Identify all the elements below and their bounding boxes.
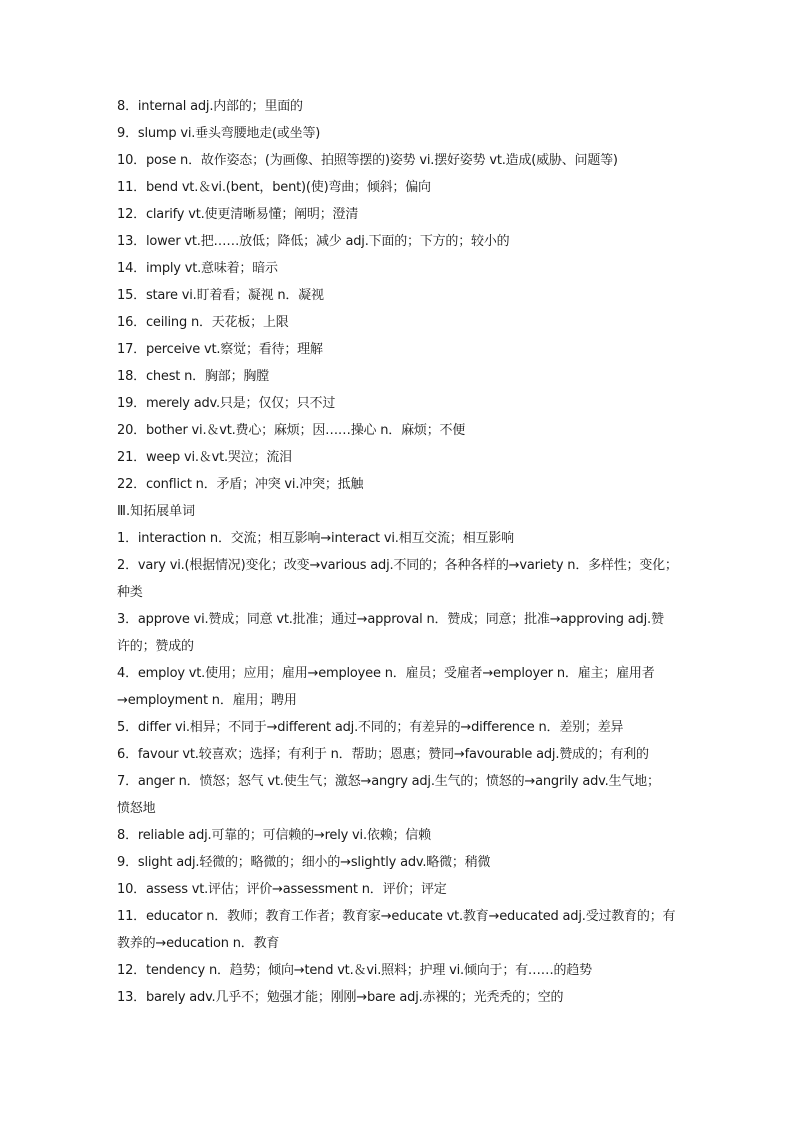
vocab-line-16: 16．ceiling n．天花板；上限 [117, 315, 289, 330]
extended-line: 1．interaction n．交流；相互影响→interact vi.相互交流；相互影响 [117, 531, 514, 546]
vocab-line-11: 11．bend vt.＆vi.(bent，bent)(使)弯曲；倾斜；偏向 [117, 180, 431, 195]
extended-line: 种类 [117, 585, 143, 600]
vocab-line-8: 8．internal adj.内部的；里面的 [117, 99, 303, 114]
extended-line: →employment n．雇用；聘用 [117, 693, 297, 708]
vocab-line-15: 15．stare vi.盯着看；凝视 n．凝视 [117, 288, 324, 303]
vocab-line-22: 22．conflict n．矛盾；冲突 vi.冲突；抵触 [117, 477, 364, 492]
extended-line: 7．anger n．愤怒；怒气 vt.使生气；激怒→angry adj.生气的；愤怒的→angrily adv.生气地； [117, 774, 660, 789]
extended-line: 4．employ vt.使用；应用；雇用→employee n．雇员；受雇者→employer n．雇主；雇用者 [117, 666, 655, 681]
extended-line: 6．favour vt.较喜欢；选择；有利于 n．帮助；恩惠；赞同→favourable adj.赞成的；有利的 [117, 747, 649, 762]
vocab-line-12: 12．clarify vt.使更清晰易懂；阐明；澄清 [117, 207, 359, 222]
extended-line: 3．approve vi.赞成；同意 vt.批准；通过→approval n．赞成；同意；批准→approving adj.赞 [117, 612, 664, 627]
extended-line: 12．tendency n．趋势；倾向→tend vt.＆vi.照料；护理 vi.倾向于；有……的趋势 [117, 963, 592, 978]
extended-line: 8．reliable adj.可靠的；可信赖的→rely vi.依赖；信赖 [117, 828, 431, 843]
vocab-line-10: 10．pose n．故作姿态；(为画像、拍照等摆的)姿势 vi.摆好姿势 vt.造成(威胁、问题等) [117, 153, 618, 168]
vocab-line-19: 19．merely adv.只是；仅仅；只不过 [117, 396, 336, 411]
document-body [117, 93, 682, 1011]
extended-line: 9．slight adj.轻微的；略微的；细小的→slightly adv.略微；稍微 [117, 855, 491, 870]
section-heading: Ⅲ.知拓展单词 [117, 504, 196, 519]
vocab-line-20: 20．bother vi.＆vt.费心；麻烦；因……操心 n．麻烦；不便 [117, 423, 466, 438]
extended-line: 5．differ vi.相异；不同于→different adj.不同的；有差异的→difference n．差别；差异 [117, 720, 624, 735]
extended-line: 11．educator n．教师；教育工作者；教育家→educate vt.教育→educated adj.受过教育的；有 [117, 909, 676, 924]
extended-line: 愤怒地 [117, 801, 156, 816]
vocab-line-17: 17．perceive vt.察觉；看待；理解 [117, 342, 323, 357]
vocab-line-14: 14．imply vt.意味着；暗示 [117, 261, 278, 276]
extended-line: 13．barely adv.几乎不；勉强才能；刚刚→bare adj.赤裸的；光秃秃的；空的 [117, 990, 564, 1005]
extended-line: 2．vary vi.(根据情况)变化；改变→various adj.不同的；各种各样的→variety n．多样性；变化； [117, 558, 678, 573]
vocab-line-18: 18．chest n．胸部；胸膛 [117, 369, 269, 384]
extended-line: 10．assess vt.评估；评价→assessment n．评价；评定 [117, 882, 447, 897]
extended-line: 教养的→education n．教育 [117, 936, 280, 951]
vocab-line-9: 9．slump vi.垂头弯腰地走(或坐等) [117, 126, 321, 141]
extended-line: 许的；赞成的 [117, 639, 194, 654]
vocab-line-21: 21．weep vi.＆vt.哭泣；流泪 [117, 450, 292, 465]
vocab-line-13: 13．lower vt.把……放低；降低；减少 adj.下面的；下方的；较小的 [117, 234, 510, 249]
